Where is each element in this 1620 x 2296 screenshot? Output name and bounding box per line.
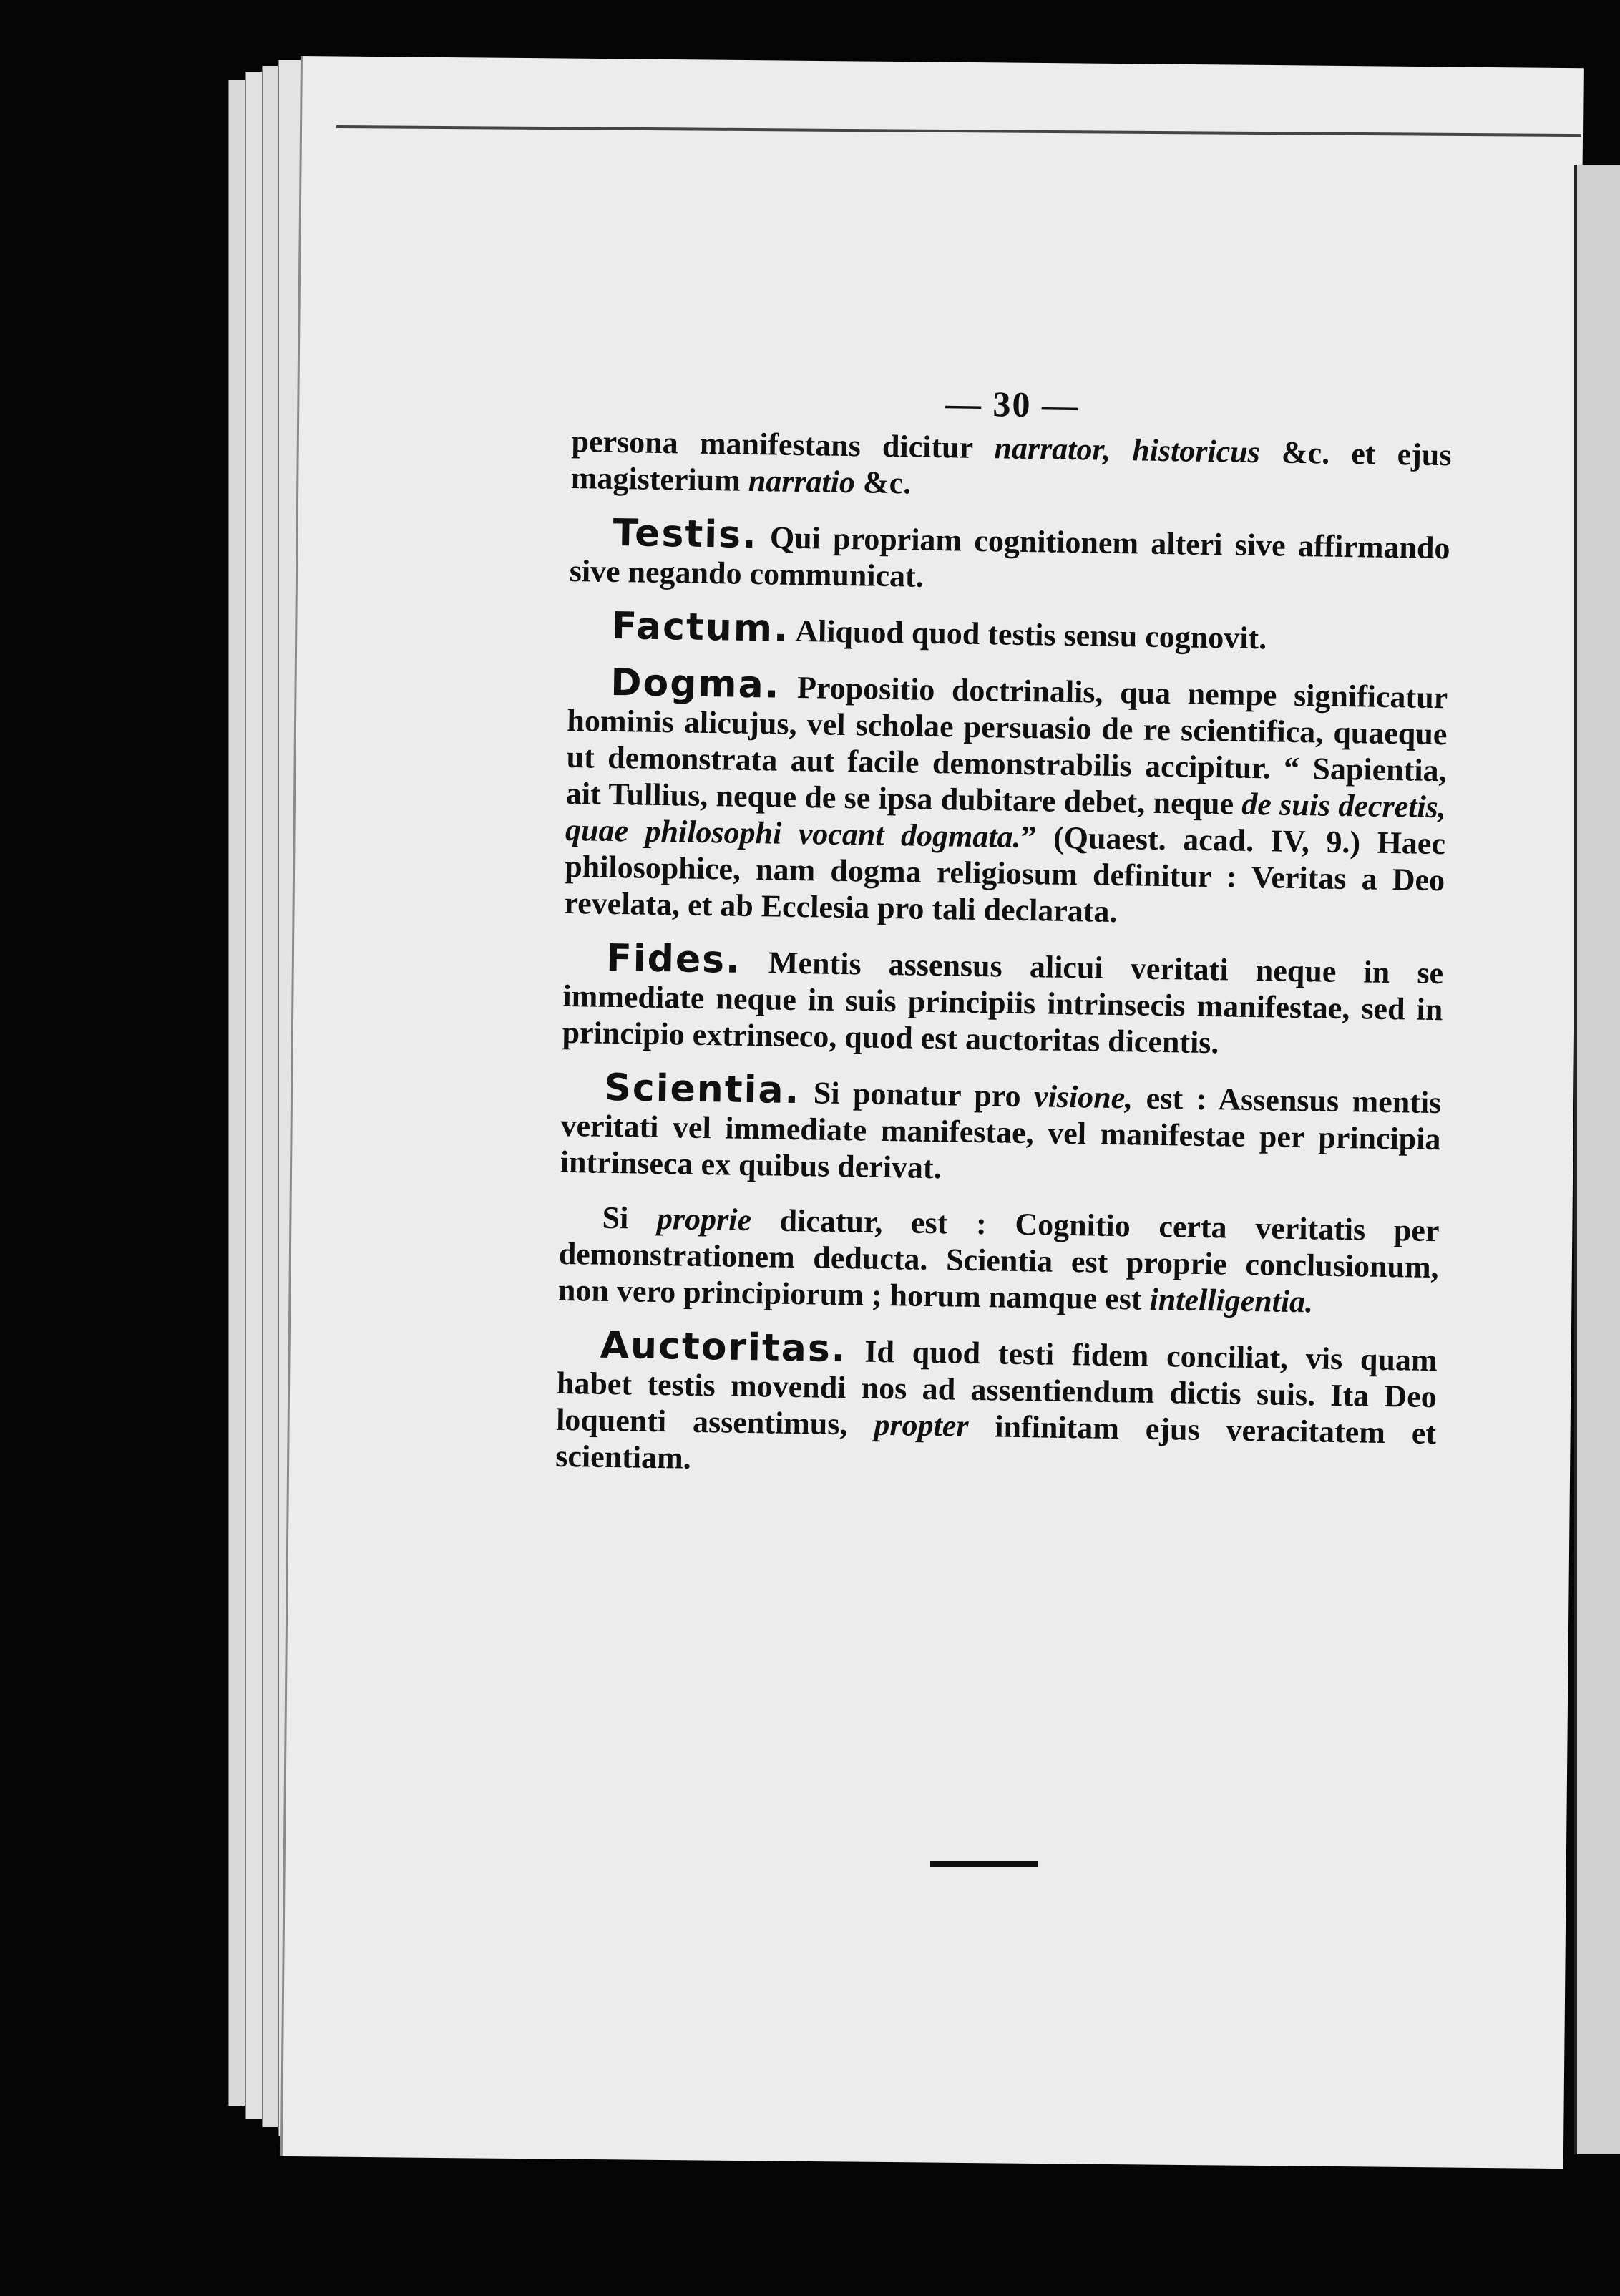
definition-factum — [568, 604, 1449, 659]
definition-text: Propositio doctrinalis, qua nempe significatur hominis alicujus, vel scholae persuasio de re scientifica, quaeque ut demonstrata aut facile demonstrabilis accipitur. “ Sapientia, ait Tullius, neque de se ipsa dubitare debet, neque — [565, 669, 1448, 822]
definition-text: ” (Quaest. acad. IV, 9.) Haec philosophice, nam dogma religiosum definitur : Veritas a Deo revelata, et ab Ecclesia pro tali declarata. — [564, 819, 1446, 930]
term-heading: Dogma. — [610, 661, 781, 707]
italic-run: proprie — [656, 1201, 752, 1238]
definition-text: Qui propriam cognitionem alteri sive affirmando sive negando communicat. — [569, 520, 1450, 594]
term-heading: Fides. — [605, 936, 742, 982]
text-run: persona manifestans dicitur — [571, 423, 995, 466]
page-number: — 30 — — [945, 383, 1080, 426]
definition-fides — [562, 936, 1444, 1064]
italic-run: narratio — [748, 462, 856, 500]
definition-testis — [569, 511, 1450, 603]
page-text — [555, 379, 1453, 1507]
term-heading: Factum. — [611, 604, 790, 651]
italic-run: de suis decretis, quae philosophi vocant dogmata. — [565, 786, 1447, 855]
definition-text: Aliquod quod testis sensu cognovit. — [794, 613, 1267, 656]
definition-text: Mentis assensus alicui veritati neque in se immediate neque in suis principiis intrinsecis manifestae, sed in principio extrinseco, quod est auctoritas dicentis. — [562, 945, 1444, 1061]
definition-text: Si ponatur pro — [813, 1075, 1035, 1114]
term-heading: Testis. — [613, 511, 758, 558]
italic-run: intelligentia. — [1149, 1281, 1314, 1320]
definition-text: Id quod testi fidem conciliat, vis quam habet testis movendi nos ad assentiendum dictis suis. Ita Deo loquenti assentimus, — [555, 1333, 1438, 1442]
definition-auctoritas — [555, 1323, 1438, 1488]
term-heading: Scientia. — [603, 1066, 801, 1113]
paragraph-intro — [570, 423, 1451, 510]
definition-text: est : Assensus mentis veritati vel immediate manifestae, vel manifestae per principia intrinseca ex quibus derivat. — [560, 1080, 1442, 1186]
definition-scientia-continued — [558, 1199, 1440, 1322]
text-run: &c. — [854, 464, 912, 501]
end-rule — [930, 1861, 1038, 1867]
definition-text: infinitam ejus veracitatem et scientiam. — [555, 1408, 1437, 1476]
definition-scientia — [560, 1066, 1442, 1194]
definition-dogma — [564, 661, 1448, 935]
next-page-edge — [1574, 165, 1620, 2154]
italic-run: visione, — [1033, 1079, 1133, 1116]
definition-text: dicatur, est : Cognitio certa veritatis per demonstrationem deducta. Scientia est proprie conclusionum, non vero principiorum ; horum namque est — [557, 1202, 1440, 1317]
definition-text: Si — [602, 1200, 658, 1236]
term-heading: Auctoritas. — [600, 1323, 848, 1371]
italic-run: propter — [874, 1406, 969, 1444]
text-run: &c. et ejus magisterium — [570, 434, 1452, 498]
italic-run: narrator, historicus — [994, 430, 1261, 470]
